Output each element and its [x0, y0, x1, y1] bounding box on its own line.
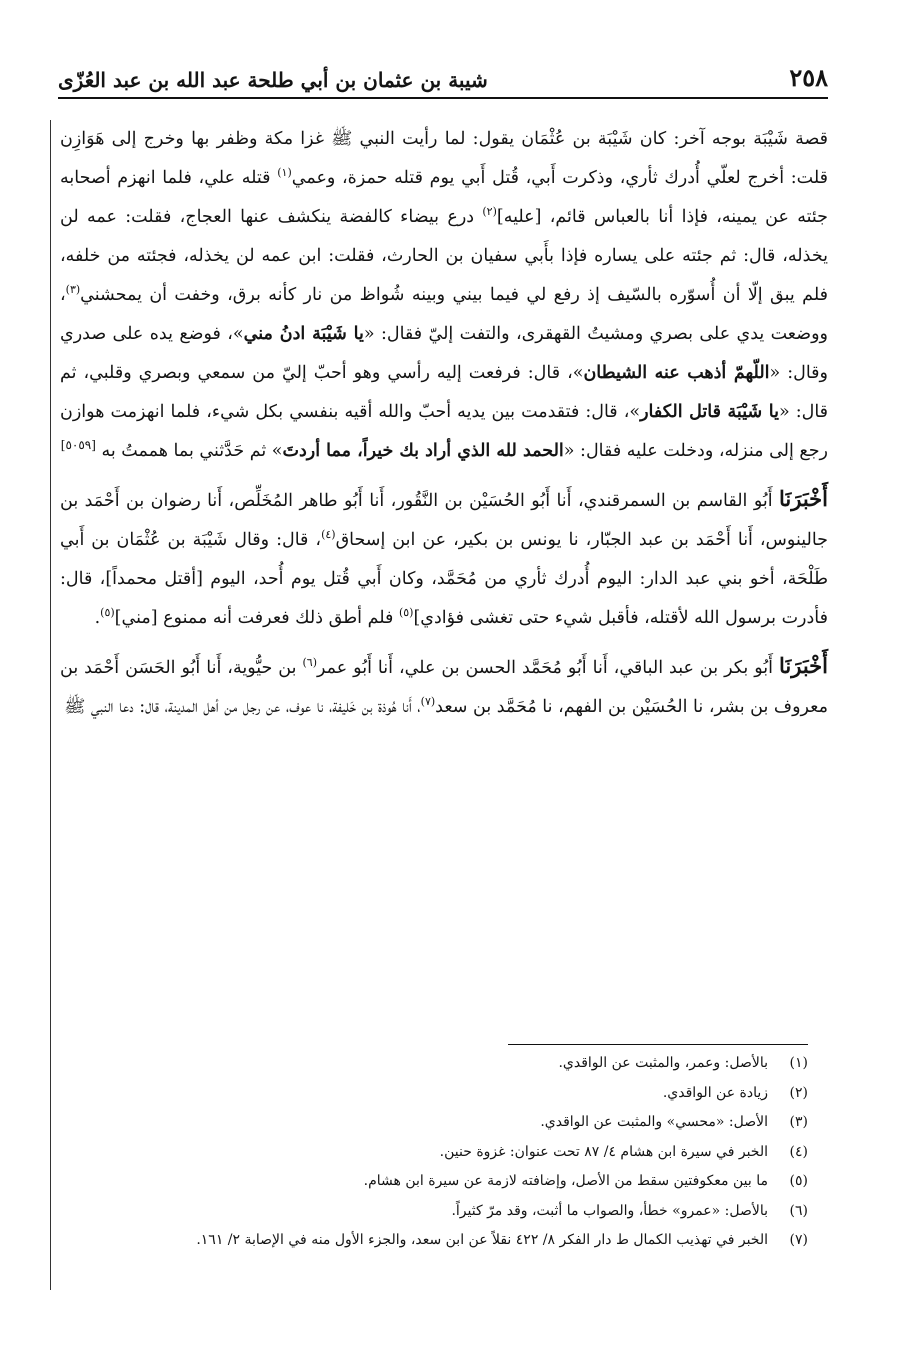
text-run: درع بيضاء كالفضة ينكشف عنها العجاج، فقلت: عمه لن يخذله، قال: ثم جئته على يساره فإذا بأَبي سفيان بن الحارث، فقلت: ابن عمه لن يخذله، فجئته من خلفه، فلم يبق إلّا أن أُسوّره بالسّيف إذ رفع لي فيما بيني وبينه شُواظ من نار كأنه برق، وخفت أن يمحشني [60, 207, 828, 305]
paragraph-2 [60, 479, 828, 638]
footnote-number: (٥) [789, 1173, 808, 1189]
footnote-text: الخبر في تهذيب الكمال ط دار الفكر ٨/ ٤٢٢ نقلاً عن ابن سعد، والجزء الأول منه في الإصابة ٢/ ١٦١. [196, 1232, 768, 1248]
text-run: أَبُو بكر بن عبد الباقي، أَنا أَبُو مُحَمَّد الحسن بن علي، أَنا أَبُو عمر [316, 658, 780, 678]
footnote-number: (٣) [789, 1114, 808, 1130]
footnote-number: (٤) [789, 1143, 808, 1160]
text-run: بن حيُّوية، أَنا أَبُو الحَسَن أَحْمَد بن معروف بن بشر، نا الحُسَيْن بن الفهم، نا مُحَمَّد بن سعد [60, 658, 828, 717]
text-run: فلم أطق ذلك فعرفت أنه ممنوع [مني] [114, 608, 399, 628]
paragraph-1 [60, 120, 828, 471]
isnad-lead: أَخْبَرَنَا [779, 653, 828, 678]
text-run: قتله علي، فلما انهزم أصحابه جئته عن يمينه، فإذا أنا بالعباس قائم، [عليه] [60, 168, 828, 227]
footnote-text: بالأصل: وعمر، والمثبت عن الواقدي. [558, 1055, 768, 1071]
footnote-text: الأصل: «محسي» والمثبت عن الواقدي. [540, 1114, 768, 1130]
hadith-quote-1: يا شَيْبَة ادنُ مني [243, 324, 364, 344]
footnote-1 [74, 1055, 808, 1085]
footnote-7 [74, 1232, 808, 1262]
text-run: قصة شَيْبَة بوجه آخر: كان شَيْبَة بن عُثْمَان يقول: لما رأيت النبي ﷺ غزا مكة وظفر بها وخرج إلى هَوَازِن قلت: أخرج لعلّي أُدرك ثأري، وذكرت أَبي، قُتل أَبي يوم قتله حمزة، وعمي [60, 129, 828, 188]
footnote-6 [74, 1203, 808, 1233]
footnote-number: (١) [789, 1055, 808, 1071]
footnote-ref-4: (٤) [321, 528, 336, 542]
hadith-quote-4: الحمد لله الذي أراد بك خيراً، مما أردتَ [282, 441, 564, 461]
paragraph-3 [60, 646, 828, 727]
hadith-quote-3: يا شَيْبَة قاتل الكفار [640, 402, 779, 422]
footnotes [74, 1055, 808, 1262]
main-text [60, 120, 828, 733]
text-run: أَبُو القاسم بن السمرقندي، أَنا أَبُو الحُسَيْن بن النَّقُور، أَنا أَبُو طاهر المُخَلِّص، أَنا رضوان بن أَحْمَد بن جالينوس، أَنا أَحْمَد بن عبد الجبّار، نا يونس بن بكير، عن ابن إسحاق [60, 491, 829, 550]
footnote-ref-3: (٣) [65, 283, 81, 297]
text-run: »، فوضع يده على صدري وقال: « [60, 324, 828, 383]
footnote-rule [508, 1044, 808, 1045]
footnote-4 [74, 1144, 808, 1174]
footnote-text: ما بين معكوفتين سقط من الأصل، وإضافته لازمة عن سيرة ابن هشام. [363, 1173, 768, 1189]
footnote-ref-5b: (٥) [100, 606, 115, 620]
text-run: ، أَنا هُوذة بن خَليفة، نا عوف، عن رجل من أهل المدينة، قال: دعا النبي ﷺ [64, 697, 421, 717]
text-run: . [94, 608, 101, 628]
footnote-ref-1: (١) [277, 166, 292, 180]
footnote-text: زيادة عن الواقدي. [662, 1084, 768, 1101]
footnote-ref-6: (٦) [302, 656, 317, 670]
footnote-ref-7: (٧) [420, 695, 436, 709]
page-header [58, 58, 828, 92]
header-rule [58, 97, 828, 99]
hadith-quote-2: اللّهمّ أذهب عنه الشيطان [583, 363, 770, 383]
text-run: » ثم حَدَّثني بما هممتُ به [101, 441, 283, 461]
footnote-text: بالأصل: «عمرو» خطأ، والصواب ما أثبت، وقد مرّ كثيراً. [451, 1202, 768, 1219]
text-run: ، ووضعت يدي على بصري ومشيتُ القهقرى، والتفت إليّ فقال: « [60, 285, 829, 344]
footnote-3 [74, 1114, 808, 1144]
footnote-number: (٢) [789, 1084, 808, 1101]
page-number: ٢٥٨ [789, 63, 828, 92]
footnote-ref-2: (٢) [482, 205, 497, 219]
footnote-ref-5: (٥) [398, 606, 414, 620]
isnad-lead: أَخْبَرَنَا [779, 486, 828, 511]
report-number: [٥٠٥٩] [60, 438, 96, 453]
text-run: »، قال: فتقدمت بين يديه أحبّ والله أقيه بنفسي بكل شيء، فلما انهزمت هوازن رجع إلى منزله، ودخلت عليه فقال: « [60, 402, 828, 461]
footnote-number: (٧) [789, 1232, 808, 1248]
text-run: »، قال: فرفعت إليه رأسي وهو أحبّ إليّ من سمعي وبصري وقلبي، ثم قال: « [60, 363, 829, 422]
running-title: شيبة بن عثمان بن أبي طلحة عبد الله بن عبد العُزّى [58, 68, 488, 92]
footnote-5 [74, 1173, 808, 1203]
text-run: ، قال: وقال شَيْبَة بن عُثْمَان بن أَبي طَلْحَة، أخو بني عبد الدار: اليوم أُدرك ثأري من مُحَمَّد، وكان أَبي قُتل يوم أُحد، اليوم [أقتل محمداً]، قال: فأدرت برسول الله لأقتله، فأقبل شيء حتى تغشى فؤادي] [60, 530, 828, 628]
footnote-number: (٦) [789, 1202, 808, 1219]
scan-edge-line [50, 120, 51, 1290]
footnote-text: الخبر في سيرة ابن هشام ٤/ ٨٧ تحت عنوان: غزوة حنين. [439, 1143, 768, 1160]
footnote-2 [74, 1085, 808, 1115]
